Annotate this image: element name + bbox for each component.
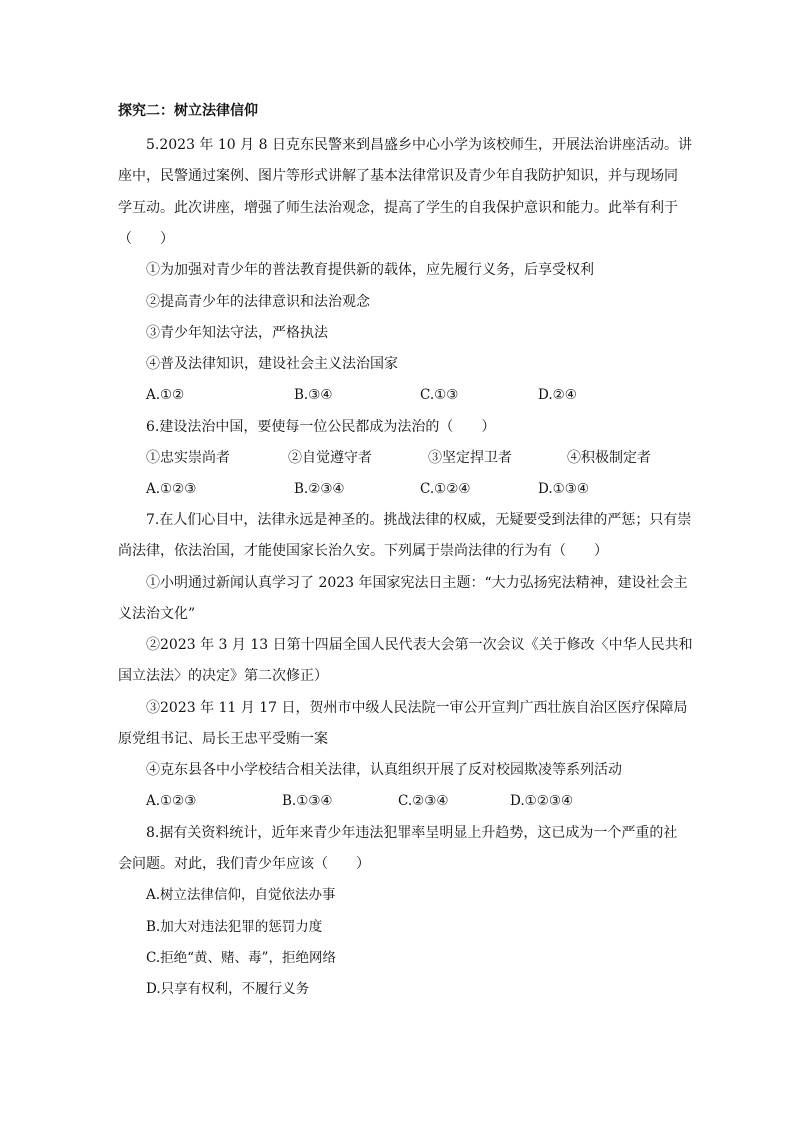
q5-answer-blank: （ ） xyxy=(118,231,174,247)
q5-stem-line-2: 座中，民警通过案例、图片等形式讲解了基本法律常识及青少年自我防护知识，并与现场同 xyxy=(118,168,678,184)
section-title: 探究二：树立法律信仰 xyxy=(118,103,258,119)
q5-statement-2: ②提高青少年的法律意识和法治观念 xyxy=(146,294,370,310)
q7-stem-line-1: 7.在人们心目中，法律永远是神圣的。挑战法律的权威，无疑要受到法律的严惩；只有崇 xyxy=(146,512,692,528)
q8-stem-line-1: 8.据有关资料统计，近年来青少年违法犯罪率呈明显上升趋势，这已成为一个严重的社 xyxy=(146,825,678,841)
q6-statement-1: ①忠实崇尚者 xyxy=(146,450,230,466)
q8-stem-line-2: 会问题。对此，我们青少年应该（ ） xyxy=(118,856,370,872)
q7-statement-2-line-1: ②2023 年 3 月 13 日第十四届全国人民代表大会第一次会议《关于修改〈中华人民共和 xyxy=(146,637,693,653)
q5-stem-line-1: 5.2023 年 10 月 8 日克东民警来到昌盛乡中心小学为该校师生，开展法治讲座活动。讲 xyxy=(146,137,692,153)
q6-option-b: B.②③④ xyxy=(294,481,345,497)
q6-option-a: A.①②③ xyxy=(146,481,197,497)
q7-statement-3-line-1: ③2023 年 11 月 17 日，贺州市中级人民法院一审公开宣判广西壮族自治区医疗保障局 xyxy=(146,700,688,716)
q8-option-c: C.拒绝“黄、赌、毒”，拒绝网络 xyxy=(146,950,336,966)
q5-statement-4: ④普及法律知识，建设社会主义法治国家 xyxy=(146,356,398,372)
q5-option-c: C.①③ xyxy=(420,387,459,403)
q6-option-c: C.①②④ xyxy=(420,481,471,497)
q7-option-a: A.①②③ xyxy=(146,793,197,809)
q7-statement-3-line-2: 原党组书记、局长王忠平受贿一案 xyxy=(118,731,328,747)
q8-option-b: B.加大对违法犯罪的惩罚力度 xyxy=(146,919,323,935)
q5-statement-3: ③青少年知法守法，严格执法 xyxy=(146,325,328,341)
q5-stem-line-3: 学互动。此次讲座，增强了师生法治观念，提高了学生的自我保护意识和能力。此举有利于 xyxy=(118,200,678,216)
q7-statement-4: ④克东县各中小学校结合相关法律，认真组织开展了反对校园欺凌等系列活动 xyxy=(146,762,622,778)
q7-option-d: D.①②③④ xyxy=(510,793,574,809)
q7-statement-2-line-2: 国立法法〉的决定》第二次修正） xyxy=(118,668,328,684)
q5-option-d: D.②④ xyxy=(538,387,577,403)
q6-statement-4: ④积极制定者 xyxy=(567,450,651,466)
q6-statement-3: ③坚定捍卫者 xyxy=(428,450,512,466)
q7-statement-1-line-1: ①小明通过新闻认真学习了 2023 年国家宪法日主题：“大力弘扬宪法精神，建设社会主 xyxy=(146,575,688,591)
q5-statement-1: ①为加强对青少年的普法教育提供新的载体，应先履行义务，后享受权利 xyxy=(146,262,594,278)
q6-option-d: D.①③④ xyxy=(538,481,589,497)
q7-statement-1-line-2: 义法治文化” xyxy=(118,606,196,622)
q7-option-b: B.①③④ xyxy=(282,793,333,809)
q6-statement-2: ②自觉遵守者 xyxy=(288,450,372,466)
q8-option-d: D.只享有权利，不履行义务 xyxy=(146,981,310,997)
q5-option-a: A.①② xyxy=(146,387,185,403)
q7-option-c: C.②③④ xyxy=(398,793,449,809)
q6-stem: 6.建设法治中国，要使每一位公民都成为法治的（ ） xyxy=(146,419,496,435)
q8-option-a: A.树立法律信仰，自觉依法办事 xyxy=(146,887,336,903)
q7-stem-line-2: 尚法律，依法治国，才能使国家长治久安。下列属于崇尚法律的行为有（ ） xyxy=(118,543,608,559)
q5-option-b: B.③④ xyxy=(294,387,333,403)
